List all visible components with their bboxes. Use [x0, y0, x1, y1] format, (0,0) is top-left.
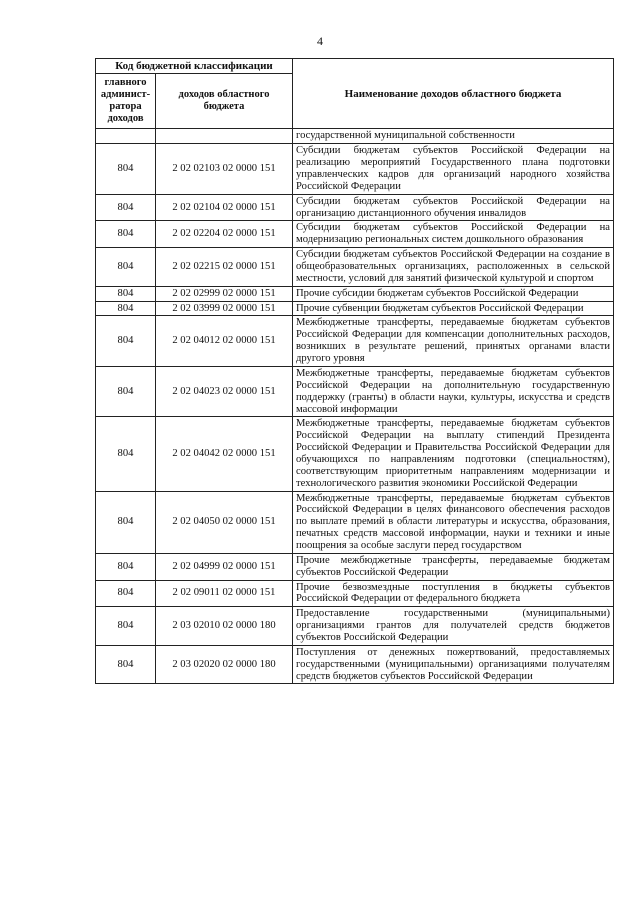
income-name-cell: Субсидии бюджетам субъектов Российской Федерации на организацию дистанционного обучения инвалидов — [293, 194, 614, 221]
admin-code-cell: 804 — [96, 645, 156, 684]
admin-code-cell: 804 — [96, 286, 156, 301]
income-code-cell: 2 02 04012 02 0000 151 — [156, 316, 293, 366]
admin-code-cell: 804 — [96, 221, 156, 248]
income-code-cell: 2 02 02104 02 0000 151 — [156, 194, 293, 221]
table-row — [96, 286, 614, 301]
admin-code-cell: 804 — [96, 301, 156, 316]
admin-code-cell: 804 — [96, 144, 156, 194]
income-name-cell: Предоставление государственными (муниципальными) организациями грантов для получателей средств бюджетов субъектов Российской Федерации — [293, 607, 614, 646]
continuation-name-cell: государственной муниципальной собственности — [293, 129, 614, 144]
admin-code-cell: 804 — [96, 491, 156, 553]
income-name-cell: Прочие субсидии бюджетам субъектов Российской Федерации — [293, 286, 614, 301]
table-body — [96, 129, 614, 684]
admin-column-header: главного админист- ратора доходов — [96, 74, 156, 129]
table-row — [96, 645, 614, 684]
continuation-row — [96, 129, 614, 144]
income-code-cell: 2 03 02020 02 0000 180 — [156, 645, 293, 684]
income-name-cell: Поступления от денежных пожертвований, предоставляемых государственными (муниципальными) организациями получателям средств бюджетов субъектов Российской Федерации — [293, 645, 614, 684]
income-code-cell: 2 02 04023 02 0000 151 — [156, 366, 293, 416]
admin-code-cell: 804 — [96, 316, 156, 366]
continuation-admin-cell — [96, 129, 156, 144]
income-code-cell: 2 02 04050 02 0000 151 — [156, 491, 293, 553]
continuation-code-cell — [156, 129, 293, 144]
income-name-cell: Межбюджетные трансферты, передаваемые бюджетам субъектов Российской Федерации на выплату стипендий Президента Российской Федерации и Правительства Российской Федерации для обучающихся по направлениям подготовки (специальностям), соответствующим приоритетным направлениям модернизации и технологического развития экономики Российской Федерации — [293, 417, 614, 491]
income-name-cell: Межбюджетные трансферты, передаваемые бюджетам субъектов Российской Федерации для компенсации дополнительных расходов, возникших в результате решений, принятых органами власти другого уровня — [293, 316, 614, 366]
income-name-cell: Субсидии бюджетам субъектов Российской Федерации на модернизацию региональных систем дошкольного образования — [293, 221, 614, 248]
admin-code-cell: 804 — [96, 194, 156, 221]
income-code-cell: 2 02 02215 02 0000 151 — [156, 248, 293, 287]
income-name-cell: Субсидии бюджетам субъектов Российской Федерации на создание в общеобразовательных организациях, расположенных в сельской местности, условий для занятий физической культурой и спортом — [293, 248, 614, 287]
income-name-cell: Межбюджетные трансферты, передаваемые бюджетам субъектов Российской Федерации в целях финансового обеспечения расходов по выплате премий в области литературы и искусства, образования, печатных средств массовой информации, науки и техники и иные поощрения за особые заслуги перед государством — [293, 491, 614, 553]
admin-code-cell: 804 — [96, 553, 156, 580]
income-code-cell: 2 03 02010 02 0000 180 — [156, 607, 293, 646]
table-row — [96, 366, 614, 416]
income-code-cell: 2 02 02999 02 0000 151 — [156, 286, 293, 301]
table-row — [96, 316, 614, 366]
income-code-cell: 2 02 04999 02 0000 151 — [156, 553, 293, 580]
admin-code-cell: 804 — [96, 248, 156, 287]
table-row — [96, 248, 614, 287]
table-row — [96, 194, 614, 221]
admin-code-cell: 804 — [96, 366, 156, 416]
income-name-cell: Межбюджетные трансферты, передаваемые бюджетам субъектов Российской Федерации на дополнительную государственную поддержку (гранты) в области науки, культуры, искусства и средств массовой информации — [293, 366, 614, 416]
code-group-header: Код бюджетной классификации — [96, 59, 293, 74]
table-row — [96, 417, 614, 491]
income-name-cell: Субсидии бюджетам субъектов Российской Федерации на реализацию мероприятий Государственного плана подготовки управленческих кадров для организаций народного хозяйства Российской Федерации — [293, 144, 614, 194]
income-name-cell: Прочие безвозмездные поступления в бюджеты субъектов Российской Федерации от федерального бюджета — [293, 580, 614, 607]
income-column-header: доходов областного бюджета — [156, 74, 293, 129]
admin-code-cell: 804 — [96, 417, 156, 491]
income-code-cell: 2 02 09011 02 0000 151 — [156, 580, 293, 607]
table-row — [96, 553, 614, 580]
income-name-cell: Прочие субвенции бюджетам субъектов Российской Федерации — [293, 301, 614, 316]
budget-classification-table — [95, 58, 614, 684]
admin-code-cell: 804 — [96, 580, 156, 607]
name-column-header: Наименование доходов областного бюджета — [293, 59, 614, 129]
income-code-cell: 2 02 02204 02 0000 151 — [156, 221, 293, 248]
table-row — [96, 491, 614, 553]
table-row — [96, 144, 614, 194]
admin-code-cell: 804 — [96, 607, 156, 646]
table-row — [96, 607, 614, 646]
income-code-cell: 2 02 03999 02 0000 151 — [156, 301, 293, 316]
table-row — [96, 301, 614, 316]
income-code-cell: 2 02 02103 02 0000 151 — [156, 144, 293, 194]
table-row — [96, 580, 614, 607]
table-row — [96, 221, 614, 248]
page-number: 4 — [317, 34, 323, 48]
income-code-cell: 2 02 04042 02 0000 151 — [156, 417, 293, 491]
income-name-cell: Прочие межбюджетные трансферты, передаваемые бюджетам субъектов Российской Федерации — [293, 553, 614, 580]
